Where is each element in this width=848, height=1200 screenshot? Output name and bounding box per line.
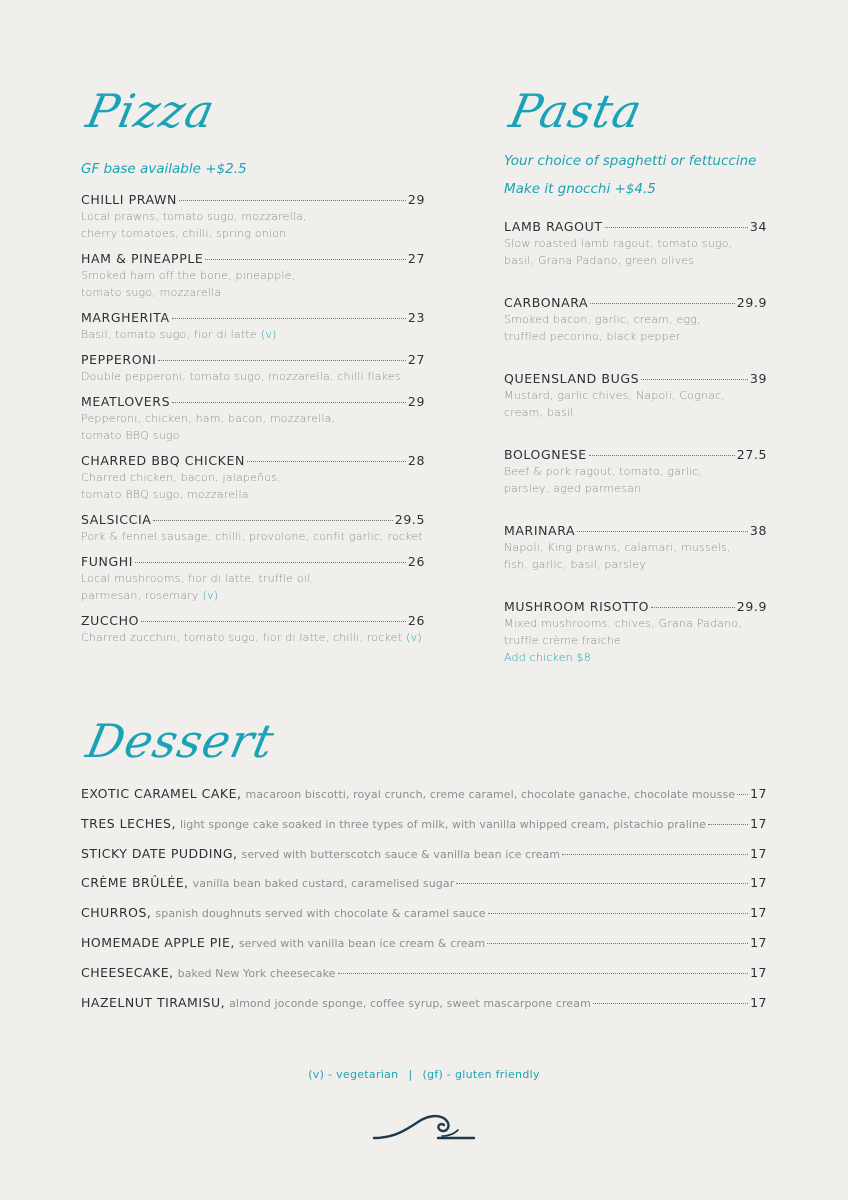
description-text: Pork & fennel sausage, chilli, provolone, confit garlic, rocket xyxy=(81,530,423,543)
menu-item-name: MUSHROOM RISOTTO xyxy=(504,599,650,614)
menu-item-header xyxy=(504,295,767,311)
vegetarian-badge: (v) xyxy=(260,328,277,341)
description-text: Local prawns, tomato sugo, mozzarella, xyxy=(81,210,307,223)
legend-separator: | xyxy=(408,1068,413,1081)
description-line xyxy=(81,326,425,343)
menu-item-header xyxy=(504,523,767,539)
dot-leader xyxy=(651,607,735,608)
menu-item-price: 26 xyxy=(407,613,425,628)
description-line xyxy=(504,404,767,421)
dessert-item-description: almond joconde sponge, coffee syrup, sweet mascarpone cream xyxy=(229,996,591,1010)
menu-item xyxy=(504,523,767,573)
description-text: tomato BBQ sugo, mozzarella xyxy=(81,488,249,501)
dot-leader xyxy=(562,854,748,855)
description-text: Double pepperoni, tomato sugo, mozzarella, chilli flakes xyxy=(81,370,401,383)
description-line xyxy=(504,632,767,649)
menu-item-description xyxy=(81,267,425,301)
description-text: tomato sugo, mozzarella xyxy=(81,286,222,299)
pasta-section xyxy=(504,80,767,666)
description-text: Charred zucchini, tomato sugo, fior di latte, chilli, rocket xyxy=(81,631,403,644)
dessert-item-description: vanilla bean baked custard, caramelised sugar xyxy=(192,877,455,891)
menu-item-price: 34 xyxy=(749,219,767,234)
description-text: Napoli, King prawns, calamari, mussels, xyxy=(504,541,731,554)
menu-item-price: 29.9 xyxy=(736,599,767,614)
dessert-item xyxy=(81,905,767,935)
description-text: Local mushrooms, fior di latte, truffle oil, xyxy=(81,572,314,585)
dot-leader xyxy=(135,562,406,563)
description-text: Slow roasted lamb ragout, tomato sugo, xyxy=(504,237,733,250)
description-text: Pepperoni, chicken, ham, bacon, mozzarella, xyxy=(81,412,336,425)
description-line xyxy=(81,587,425,604)
menu-item xyxy=(81,453,425,503)
menu-item-price: 26 xyxy=(407,554,425,569)
menu-item-price: 23 xyxy=(407,310,425,325)
description-text: Charred chicken, bacon, jalapeños, xyxy=(81,471,281,484)
description-text: parmesan, rosemary xyxy=(81,589,199,602)
menu-item-header xyxy=(81,554,425,570)
menu-item xyxy=(81,251,425,301)
menu-item-description xyxy=(504,615,767,666)
dessert-item-description: light sponge cake soaked in three types of milk, with vanilla whipped cream, pistachio praline xyxy=(179,817,707,831)
dessert-item xyxy=(81,816,767,846)
description-text: Basil, tomato sugo, fior di latte xyxy=(81,328,257,341)
description-line xyxy=(81,267,425,284)
dessert-item-description: macaroon biscotti, royal crunch, creme caramel, chocolate ganache, chocolate mousse xyxy=(245,788,736,801)
dot-leader xyxy=(641,379,748,380)
description-line xyxy=(504,556,767,573)
menu-item-price: 27 xyxy=(407,352,425,367)
menu-item-price: 29.5 xyxy=(394,512,425,527)
menu-item-header xyxy=(81,251,425,267)
description-line xyxy=(81,486,425,503)
description-text: cream, basil xyxy=(504,406,574,419)
description-text: parsley, aged parmesan xyxy=(504,482,642,495)
menu-item-name: BOLOGNESE xyxy=(504,447,587,462)
description-text: Mustard, garlic chives, Napoli, Cognac, xyxy=(504,389,726,402)
menu-item-description xyxy=(81,528,425,545)
description-line xyxy=(81,208,425,225)
menu-item-description xyxy=(504,539,767,573)
dessert-item-name: CHEESECAKE, xyxy=(81,964,174,980)
dot-leader xyxy=(708,824,748,825)
vegetarian-badge: (v) xyxy=(202,589,219,602)
dot-leader xyxy=(247,461,406,462)
pasta-subtitle-gnocchi: Make it gnocchi +$4.5 xyxy=(504,181,656,197)
pasta-subtitle-choice: Your choice of spaghetti or fettuccine xyxy=(504,153,757,169)
wave-icon xyxy=(372,1110,476,1142)
dessert-item xyxy=(81,786,767,816)
description-line xyxy=(504,615,767,632)
dessert-item-price: 17 xyxy=(750,964,767,980)
menu-item xyxy=(81,613,425,646)
vegetarian-badge: (v) xyxy=(406,631,422,644)
dot-leader xyxy=(593,1003,748,1004)
dot-leader xyxy=(737,794,748,795)
dessert-item-description: spanish doughnuts served with chocolate & caramel sauce xyxy=(155,907,486,921)
dot-leader xyxy=(590,303,735,304)
menu-item-description xyxy=(504,235,767,269)
dessert-item-description: served with vanilla bean ice cream & cream xyxy=(238,936,486,950)
dot-leader xyxy=(205,259,405,260)
menu-item-price: 29 xyxy=(407,394,425,409)
dessert-item-name: TRES LECHES, xyxy=(81,815,176,831)
description-line xyxy=(504,387,767,404)
legend-vegetarian: (v) - vegetarian xyxy=(308,1068,399,1081)
description-line xyxy=(504,328,767,345)
dessert-item-price: 17 xyxy=(750,994,767,1010)
menu-item-header xyxy=(81,613,425,629)
menu-item xyxy=(81,512,425,545)
menu-item-name: CARBONARA xyxy=(504,295,589,310)
dessert-item-name: EXOTIC CARAMEL CAKE, xyxy=(81,786,242,801)
menu-item xyxy=(81,554,425,604)
dessert-item-price: 17 xyxy=(750,815,767,831)
dot-leader xyxy=(141,621,406,622)
menu-item-price: 38 xyxy=(749,523,767,538)
description-line xyxy=(504,480,767,497)
dessert-item xyxy=(81,875,767,905)
menu-item-price: 29.9 xyxy=(736,295,767,310)
menu-item xyxy=(504,295,767,345)
dot-leader xyxy=(577,531,748,532)
dessert-title: Dessert xyxy=(81,714,280,768)
description-line xyxy=(81,528,425,545)
menu-item-name: CHILLI PRAWN xyxy=(81,192,177,207)
pizza-subtitle: GF base available +$2.5 xyxy=(81,161,247,177)
dot-leader xyxy=(172,318,406,319)
description-text: basil, Grana Padano, green olives xyxy=(504,254,695,267)
menu-item-description xyxy=(504,311,767,345)
description-line xyxy=(504,539,767,556)
dessert-item-price: 17 xyxy=(750,786,767,801)
description-line xyxy=(504,252,767,269)
pizza-title: Pizza xyxy=(81,84,220,138)
dessert-item xyxy=(81,995,767,1025)
dot-leader xyxy=(605,227,748,228)
menu-item-header xyxy=(81,310,425,326)
legend-gluten-friendly: (gf) - gluten friendly xyxy=(422,1068,540,1081)
dessert-item-price: 17 xyxy=(750,905,767,921)
description-text: fish, garlic, basil, parsley xyxy=(504,558,647,571)
dot-leader xyxy=(589,455,735,456)
description-line xyxy=(81,225,425,242)
menu-item-description xyxy=(81,368,425,385)
description-line xyxy=(81,629,425,646)
dot-leader xyxy=(456,883,748,884)
menu-item-header xyxy=(81,512,425,528)
menu-item xyxy=(504,371,767,421)
menu-item-description xyxy=(81,469,425,503)
dessert-item xyxy=(81,935,767,965)
menu-item xyxy=(81,310,425,343)
dot-leader xyxy=(179,200,406,201)
dot-leader xyxy=(172,402,406,403)
menu-item-description xyxy=(81,326,425,343)
description-text: tomato BBQ sugo xyxy=(81,429,180,442)
dot-leader xyxy=(488,913,748,914)
description-line xyxy=(504,235,767,252)
description-line xyxy=(504,311,767,328)
dot-leader xyxy=(153,520,392,521)
menu-item-description xyxy=(504,463,767,497)
menu-item-price: 28 xyxy=(407,453,425,468)
dessert-item-price: 17 xyxy=(750,845,767,861)
menu-item xyxy=(504,599,767,666)
menu-item-header xyxy=(81,192,425,208)
menu-item-name: FUNGHI xyxy=(81,554,134,569)
description-line xyxy=(81,469,425,486)
dessert-items xyxy=(81,786,767,1024)
dessert-item-description: served with butterscotch sauce & vanilla bean ice cream xyxy=(241,847,561,861)
menu-item-description xyxy=(81,629,425,646)
menu-item-header xyxy=(504,599,767,615)
menu-item xyxy=(504,219,767,269)
dessert-item-name: CRÈME BRÛLÉE, xyxy=(81,875,189,891)
menu-item-description xyxy=(81,570,425,604)
menu-item xyxy=(81,192,425,242)
dessert-item-name: HAZELNUT TIRAMISU, xyxy=(81,994,226,1010)
menu-item-name: MARINARA xyxy=(504,523,576,538)
dessert-item xyxy=(81,846,767,876)
menu-item-header xyxy=(81,453,425,469)
dessert-item-name: CHURROS, xyxy=(81,905,152,921)
menu-item xyxy=(504,447,767,497)
dot-leader xyxy=(487,943,748,944)
description-text: truffled pecorino, black pepper xyxy=(504,330,681,343)
dessert-section xyxy=(81,710,767,1024)
menu-item-addon: Add chicken $8 xyxy=(504,651,591,664)
menu-item-name: QUEENSLAND BUGS xyxy=(504,371,640,386)
dessert-item-description: baked New York cheesecake xyxy=(177,966,336,980)
description-line xyxy=(81,284,425,301)
dessert-item-name: HOMEMADE APPLE PIE, xyxy=(81,934,235,950)
dot-leader xyxy=(338,973,749,974)
menu-item-name: MARGHERITA xyxy=(81,310,170,325)
menu-item-name: HAM & PINEAPPLE xyxy=(81,251,204,266)
description-line xyxy=(81,570,425,587)
description-text: truffle crème fraiche xyxy=(504,634,622,647)
dessert-item xyxy=(81,965,767,995)
pizza-items xyxy=(81,192,425,646)
menu-item-description xyxy=(504,387,767,421)
description-line xyxy=(81,368,425,385)
menu-item-price: 29 xyxy=(407,192,425,207)
menu-item-price: 27.5 xyxy=(736,447,767,462)
dot-leader xyxy=(158,360,406,361)
menu-item-header xyxy=(504,447,767,463)
menu-item-name: PEPPERONI xyxy=(81,352,157,367)
menu-item-name: MEATLOVERS xyxy=(81,394,171,409)
pasta-items xyxy=(504,219,767,666)
menu-item-name: ZUCCHO xyxy=(81,613,140,628)
dessert-item-price: 17 xyxy=(750,934,767,950)
menu-item-header xyxy=(81,394,425,410)
dietary-legend xyxy=(0,1068,848,1081)
menu-item-header xyxy=(81,352,425,368)
menu-item-price: 27 xyxy=(407,251,425,266)
menu-item xyxy=(81,352,425,385)
description-text: Beef & pork ragout, tomato, garlic, xyxy=(504,465,703,478)
menu-item-header xyxy=(504,371,767,387)
pasta-title: Pasta xyxy=(504,84,648,138)
description-line xyxy=(504,463,767,480)
menu-item-price: 39 xyxy=(749,371,767,386)
dessert-item-name: STICKY DATE PUDDING, xyxy=(81,845,238,861)
menu-item-description xyxy=(81,410,425,444)
menu-item-name: SALSICCIA xyxy=(81,512,152,527)
description-text: Smoked ham off the bone, pineapple, xyxy=(81,269,296,282)
description-text: Mixed mushrooms, chives, Grana Padano, xyxy=(504,617,743,630)
menu-item xyxy=(81,394,425,444)
description-line xyxy=(81,427,425,444)
menu-item-name: LAMB RAGOUT xyxy=(504,219,603,234)
description-line xyxy=(81,410,425,427)
description-text: cherry tomatoes, chilli, spring onion xyxy=(81,227,287,240)
pizza-section xyxy=(81,80,425,646)
description-text: Smoked bacon, garlic, cream, egg, xyxy=(504,313,701,326)
dessert-item-price: 17 xyxy=(750,875,767,891)
menu-item-name: CHARRED BBQ CHICKEN xyxy=(81,453,245,468)
menu-item-header xyxy=(504,219,767,235)
menu-item-description xyxy=(81,208,425,242)
